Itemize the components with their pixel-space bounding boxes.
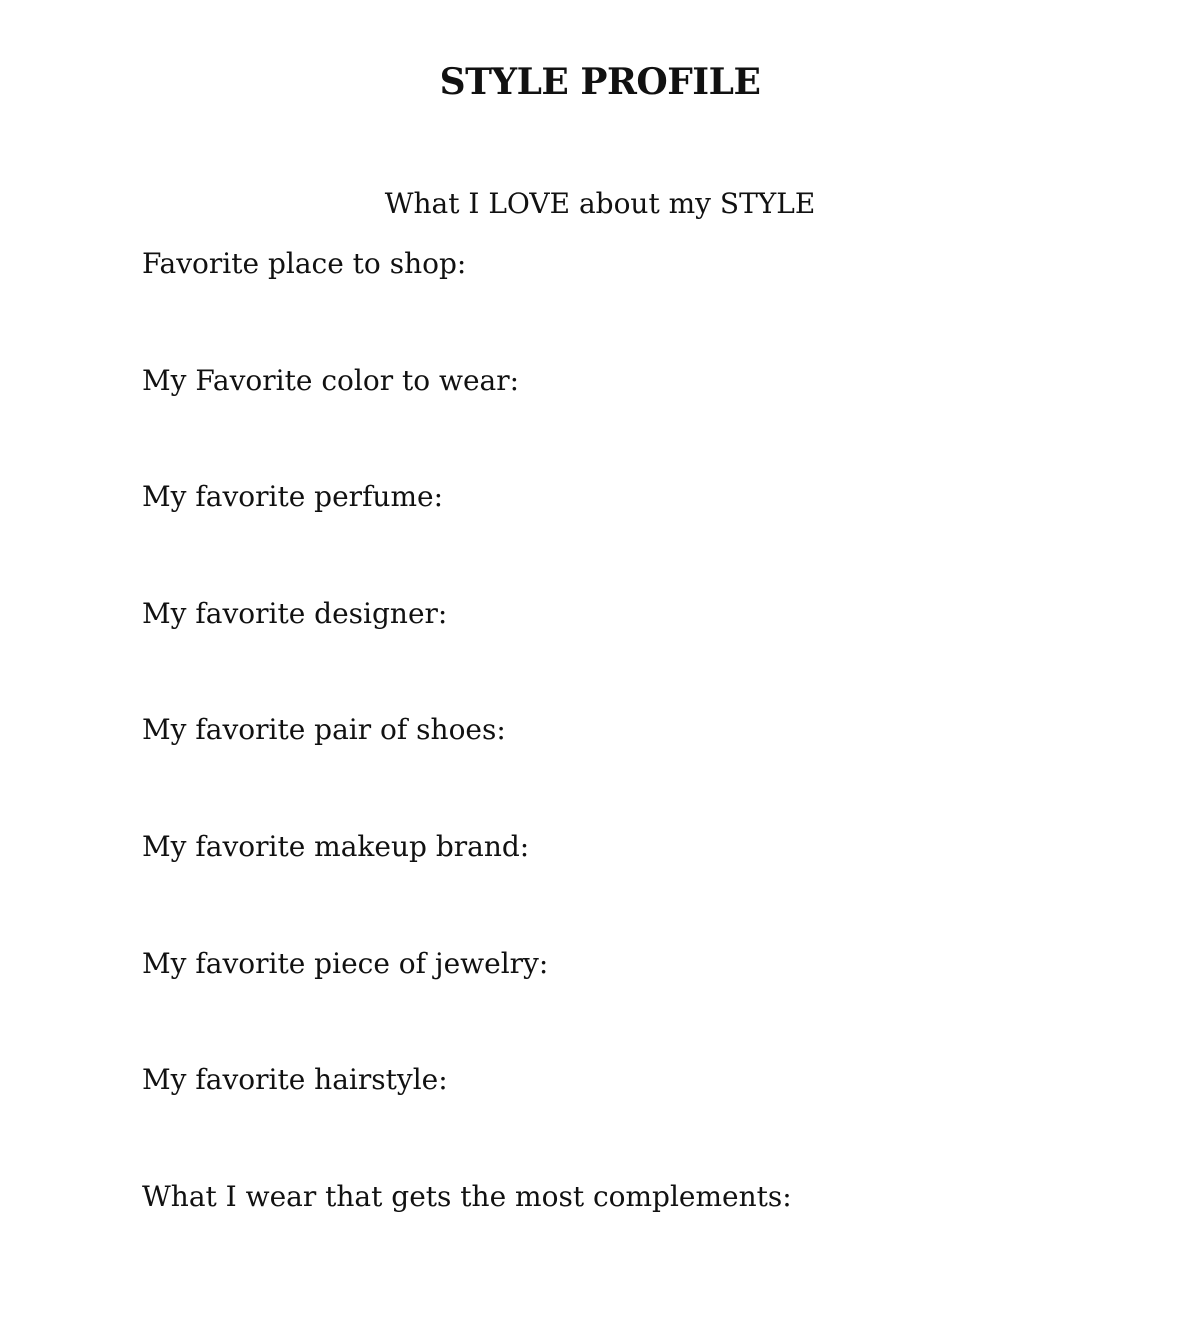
prompt-favorite-makeup-brand: My favorite makeup brand:	[142, 829, 530, 863]
prompt-favorite-hairstyle: My favorite hairstyle:	[142, 1063, 448, 1097]
prompt-favorite-jewelry: My favorite piece of jewelry:	[142, 946, 549, 980]
prompt-favorite-perfume: My favorite perfume:	[142, 480, 444, 514]
prompt-list	[142, 244, 1142, 1293]
page-title: STYLE PROFILE	[439, 61, 761, 103]
prompt-most-complements: What I wear that gets the most complements:	[142, 1179, 792, 1213]
prompt-favorite-place-to-shop: Favorite place to shop:	[142, 247, 467, 280]
prompt-favorite-shoes: My favorite pair of shoes:	[142, 713, 506, 747]
prompt-favorite-designer: My favorite designer:	[142, 596, 448, 630]
prompt-favorite-color: My Favorite color to wear:	[142, 363, 520, 397]
section-subtitle: What I LOVE about my STYLE	[384, 187, 816, 220]
